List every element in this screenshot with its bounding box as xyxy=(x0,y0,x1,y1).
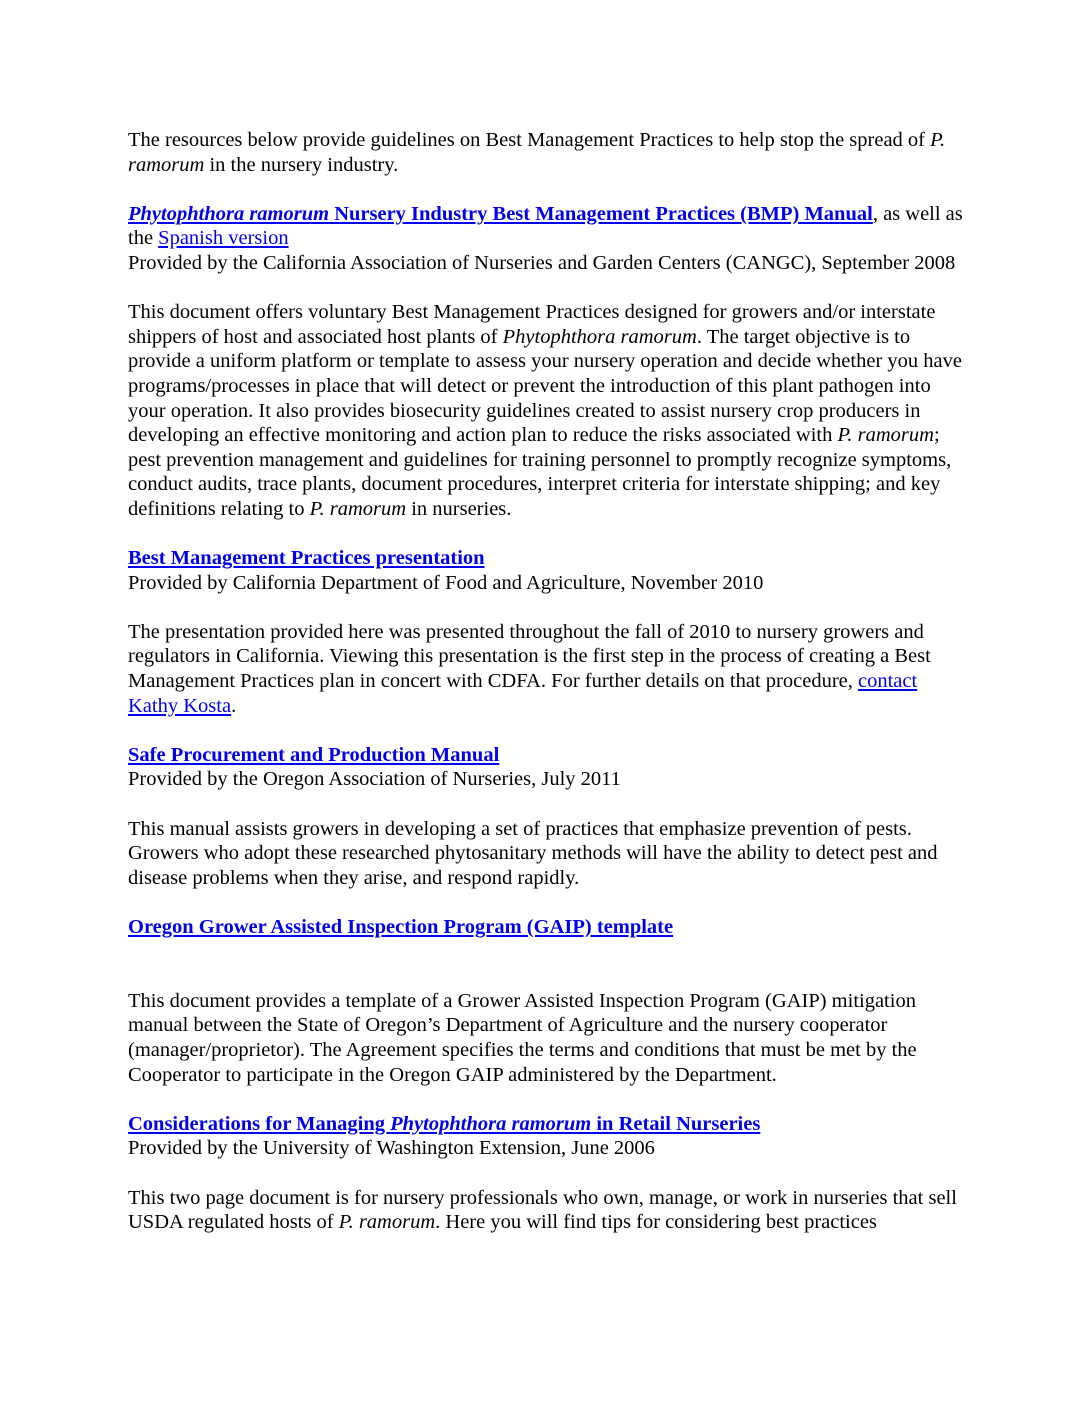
resource-provider: Provided by the Oregon Association of Nurseries, July 2011 xyxy=(128,768,621,791)
safe-procurement-link[interactable]: Safe Procurement and Production Manual xyxy=(128,743,500,766)
resource-provider: Provided by California Department of Food and Agriculture, November 2010 xyxy=(128,571,764,594)
resource-bmp-presentation xyxy=(128,546,968,595)
resource-provider: Provided by the University of Washington Extension, June 2006 xyxy=(128,1137,655,1160)
resource-description: This document provides a template of a Grower Assisted Inspection Program (GAIP) mitigation manual between the State of Oregon’s Department of Agriculture and the nursery cooperator (manager/proprietor). The Agreement specifies the terms and conditions that must be met by the Cooperator to participate in the Oregon GAIP administered by the Department. xyxy=(128,989,917,1086)
resource-description: This document offers voluntary Best Management Practices designed for growers and/or interstate shippers of host and associated host plants of Phytophthora ramorum. The target objective is to provide a uniform platform or template to assess your nursery operation and decide whether you have programs/processes in place that will detect or prevent the introduction of this plant pathogen into your operation. It also provides biosecurity guidelines created to assist nursery crop producers in developing an effective monitoring and action plan to reduce the risks associated with P. ramorum; pest prevention management and guidelines for training personnel to promptly recognize symptoms, conduct audits, trace plants, document procedures, interpret criteria for interstate shipping; and key definitions relating to P. ramorum in nurseries. xyxy=(128,301,962,520)
contact-kathy-kosta-link[interactable]: contact Kathy Kosta xyxy=(128,670,918,717)
spanish-version-link[interactable]: Spanish version xyxy=(158,227,289,250)
resource-bmp-manual: Phytophthora ramorum Nursery Industry Best Management Practices (BMP) Manual, as well as the Spanish version Provided by the California Association of Nurseries and Garden Centers (CANGC), September 2008 xyxy=(128,202,963,274)
resource-safe-procurement xyxy=(128,743,968,792)
document-page xyxy=(128,128,968,1259)
intro-paragraph: The resources below provide guidelines on Best Management Practices to help stop the spread of P. ramorum in the nursery industry. xyxy=(128,129,946,176)
bmp-presentation-link[interactable]: Best Management Practices presentation xyxy=(128,547,485,570)
resource-description: The presentation provided here was presented throughout the fall of 2010 to nursery growers and regulators in California. Viewing this presentation is the first step in the process of creating a Best Management Practices plan in concert with CDFA. For further details on that procedure, contact Kathy Kosta. xyxy=(128,620,931,717)
retail-nurseries-link[interactable]: Considerations for Managing Phytophthora ramorum in Retail Nurseries xyxy=(128,1112,761,1135)
resource-gaip-template xyxy=(128,915,968,964)
gaip-template-link[interactable]: Oregon Grower Assisted Inspection Program (GAIP) template xyxy=(128,916,674,938)
resource-description: This manual assists growers in developing a set of practices that emphasize prevention of pests. Growers who adopt these researched phytosanitary methods will have the ability to detect pest and disease problems when they arise, and respond rapidly. xyxy=(128,817,938,889)
resource-retail-nurseries xyxy=(128,1112,968,1161)
resource-description: This two page document is for nursery professionals who own, manage, or work in nurseries that sell USDA regulated hosts of P. ramorum. Here you will find tips for considering best practices xyxy=(128,1186,957,1234)
bmp-manual-link[interactable]: Phytophthora ramorum Nursery Industry Best Management Practices (BMP) Manual xyxy=(128,202,873,225)
resource-provider: Provided by the California Association of Nurseries and Garden Centers (CANGC), September 2008 xyxy=(128,251,956,274)
